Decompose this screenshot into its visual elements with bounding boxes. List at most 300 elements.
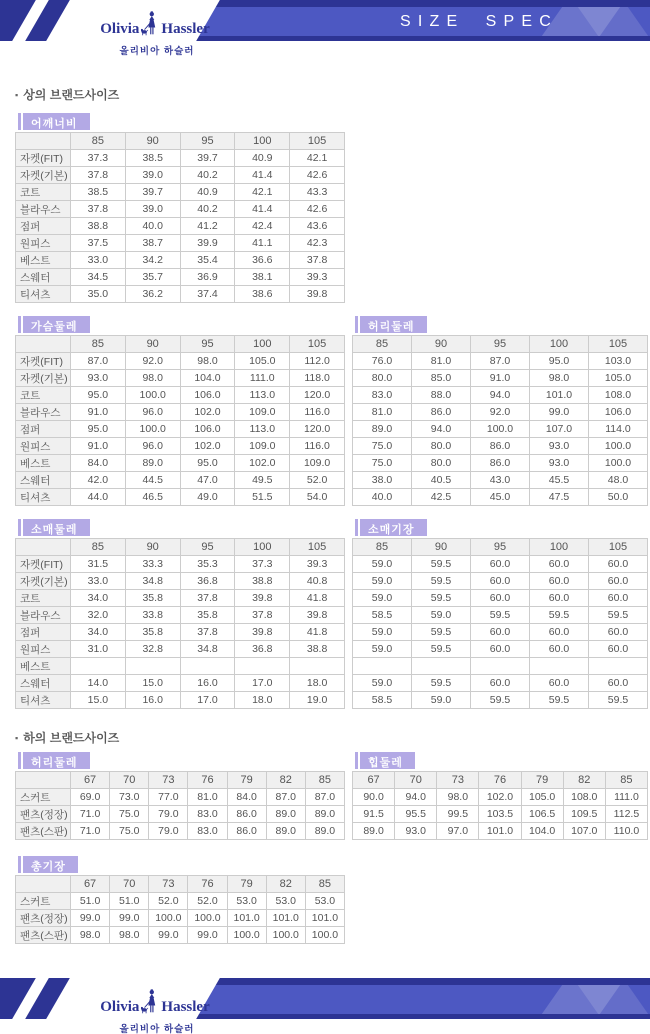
table-row [16,269,345,286]
value-cell: 102.0 [180,404,235,421]
hip-table-block [352,752,648,840]
value-cell: 91.0 [71,404,126,421]
value-cell: 59.0 [353,573,412,590]
value-cell: 60.0 [589,675,648,692]
value-cell: 18.0 [235,692,290,709]
value-cell: 52.0 [149,893,188,910]
value-cell: 101.0 [227,910,266,927]
size-spec-title: SIZE SPEC [400,13,558,30]
value-cell: 42.6 [290,201,345,218]
badge-label: 어깨너비 [23,113,90,130]
corner-cell [16,133,71,150]
value-cell: 38.5 [71,184,126,201]
table-row [16,421,345,438]
row-label-cell: 블라우스 [16,201,71,218]
row-label-cell: 점퍼 [16,421,71,438]
value-cell: 71.0 [71,823,110,840]
value-cell [125,658,180,675]
footer [0,978,650,1034]
sleeve-row [15,519,635,709]
value-cell: 101.0 [305,910,344,927]
value-cell: 105.0 [521,789,563,806]
size-header-row [16,133,345,150]
size-header-cell: 105 [290,336,345,353]
value-cell: 17.0 [180,692,235,709]
row-label-cell: 스웨터 [16,472,71,489]
value-cell: 98.0 [110,927,149,944]
table-row [16,167,345,184]
sleeve-girth-table [15,538,345,709]
waist-bottom-table-block [15,752,345,840]
value-cell: 89.0 [266,823,305,840]
value-cell: 37.8 [71,167,126,184]
value-cell: 101.0 [479,823,521,840]
value-cell: 59.5 [412,573,471,590]
table-row [16,910,345,927]
value-cell: 32.0 [71,607,126,624]
value-cell: 39.7 [180,150,235,167]
table-row [353,438,648,455]
value-cell: 110.0 [605,823,647,840]
value-cell [412,658,471,675]
row-label-cell: 점퍼 [16,624,71,641]
table-row [353,675,648,692]
content [0,56,650,944]
chest-girth-table [15,335,345,506]
row-label-cell: 블라우스 [16,404,71,421]
brand-logo [76,987,234,1015]
value-cell: 80.0 [353,370,412,387]
value-cell: 15.0 [125,675,180,692]
table-row [353,404,648,421]
value-cell: 34.8 [180,641,235,658]
row-label-cell: 원피스 [16,438,71,455]
shoulder-width-table [15,132,345,303]
value-cell: 37.8 [290,252,345,269]
value-cell: 76.0 [353,353,412,370]
row-label-cell: 코트 [16,590,71,607]
value-cell: 39.8 [290,607,345,624]
row-label-cell: 티셔츠 [16,692,71,709]
value-cell: 58.5 [353,607,412,624]
waist-girth-table [352,335,648,506]
badge-accent [355,519,358,536]
size-header-cell: 79 [227,876,266,893]
value-cell: 97.0 [437,823,479,840]
row-label-cell: 자켓(기본) [16,167,71,184]
table-row [16,590,345,607]
value-cell: 90.0 [353,789,395,806]
row-label-cell: 자켓(FIT) [16,556,71,573]
table-row [16,927,345,944]
value-cell: 59.5 [412,624,471,641]
badge-accent [355,316,358,333]
size-header-row [353,772,648,789]
value-cell: 93.0 [395,823,437,840]
row-label-cell: 팬츠(정장) [16,910,71,927]
value-cell: 120.0 [290,421,345,438]
value-cell: 40.5 [412,472,471,489]
total-length-table-block [15,856,345,944]
value-cell: 75.0 [353,438,412,455]
value-cell: 18.0 [290,675,345,692]
row-label-cell: 코트 [16,184,71,201]
row-label-cell: 베스트 [16,252,71,269]
value-cell: 86.0 [227,823,266,840]
value-cell: 37.5 [71,235,126,252]
value-cell: 95.0 [180,455,235,472]
value-cell: 42.1 [235,184,290,201]
value-cell: 38.7 [125,235,180,252]
value-cell: 106.5 [521,806,563,823]
value-cell: 35.0 [71,286,126,303]
hip-girth-table-container [352,771,648,840]
value-cell: 47.0 [180,472,235,489]
value-cell: 100.0 [227,927,266,944]
value-cell: 38.6 [235,286,290,303]
value-cell: 100.0 [125,387,180,404]
brand-name-first: Olivia [100,20,140,37]
value-cell: 38.1 [235,269,290,286]
badge-accent [18,113,21,130]
section-title-top [15,86,635,103]
size-header-row [16,876,345,893]
value-cell: 39.9 [180,235,235,252]
value-cell: 35.8 [180,607,235,624]
value-cell: 49.5 [235,472,290,489]
value-cell: 45.0 [471,489,530,506]
badge-label: 소매둘레 [23,519,90,536]
value-cell: 59.5 [589,607,648,624]
value-cell: 33.8 [125,607,180,624]
value-cell: 35.7 [125,269,180,286]
table-row [353,455,648,472]
value-cell: 38.0 [353,472,412,489]
table-row [353,556,648,573]
table-row [353,789,648,806]
value-cell: 36.8 [180,573,235,590]
value-cell: 81.0 [412,353,471,370]
table-badge [18,316,345,333]
table-row [353,590,648,607]
value-cell: 49.0 [180,489,235,506]
value-cell: 41.4 [235,201,290,218]
value-cell [471,658,530,675]
value-cell: 99.5 [437,806,479,823]
size-header-cell: 90 [125,539,180,556]
value-cell: 98.0 [180,353,235,370]
value-cell: 93.0 [71,370,126,387]
size-header-cell: 105 [290,539,345,556]
size-header-cell: 100 [235,539,290,556]
value-cell: 59.0 [353,556,412,573]
value-cell: 89.0 [305,806,344,823]
size-header-cell: 90 [125,133,180,150]
value-cell: 43.3 [290,184,345,201]
corner-cell [16,336,71,353]
value-cell: 37.8 [71,201,126,218]
size-header-cell: 82 [266,772,305,789]
value-cell: 15.0 [71,692,126,709]
size-header-cell: 90 [412,336,471,353]
badge-accent [18,856,21,873]
table-row [16,573,345,590]
table-row [16,150,345,167]
value-cell: 99.0 [110,910,149,927]
section-title-text: 하의 브랜드사이즈 [23,731,120,745]
value-cell: 95.0 [71,387,126,404]
row-label-cell: 티셔츠 [16,489,71,506]
value-cell [235,658,290,675]
value-cell: 116.0 [290,438,345,455]
table-badge [355,316,648,333]
value-cell: 60.0 [471,590,530,607]
value-cell: 45.5 [530,472,589,489]
value-cell: 60.0 [471,573,530,590]
value-cell: 100.0 [266,927,305,944]
value-cell: 92.0 [471,404,530,421]
brand-name-last: Hassler [161,998,210,1015]
value-cell: 51.0 [71,893,110,910]
size-header-cell: 105 [290,133,345,150]
sleeve-girth-table-container [15,538,345,709]
value-cell: 40.9 [180,184,235,201]
table-row [16,607,345,624]
row-label-cell: 팬츠(정장) [16,806,71,823]
value-cell: 35.3 [180,556,235,573]
value-cell: 75.0 [110,806,149,823]
value-cell: 60.0 [530,590,589,607]
size-header-cell: 76 [479,772,521,789]
table-row [16,658,345,675]
value-cell: 89.0 [353,823,395,840]
size-header-cell: 82 [266,876,305,893]
row-label-cell: 스커트 [16,789,71,806]
value-cell [353,658,412,675]
value-cell: 42.6 [290,167,345,184]
value-cell: 60.0 [530,556,589,573]
value-cell: 107.0 [563,823,605,840]
value-cell: 35.8 [125,624,180,641]
row-label-cell: 자켓(FIT) [16,353,71,370]
value-cell: 93.0 [530,455,589,472]
corner-cell [16,539,71,556]
value-cell: 34.2 [125,252,180,269]
size-header-cell: 105 [589,336,648,353]
value-cell: 60.0 [530,675,589,692]
value-cell: 34.0 [71,624,126,641]
badge-label: 소매기장 [360,519,427,536]
size-header-cell: 70 [110,772,149,789]
value-cell: 112.0 [290,353,345,370]
value-cell: 35.4 [180,252,235,269]
size-header-cell: 95 [471,539,530,556]
value-cell: 39.8 [235,624,290,641]
size-header-cell: 85 [71,133,126,150]
table-row [16,455,345,472]
value-cell: 98.0 [125,370,180,387]
value-cell: 40.0 [353,489,412,506]
value-cell: 89.0 [305,823,344,840]
value-cell: 99.0 [530,404,589,421]
value-cell: 100.0 [589,455,648,472]
size-header-cell: 73 [437,772,479,789]
hip-girth-table [352,771,648,840]
size-header-cell: 70 [110,876,149,893]
value-cell: 31.0 [71,641,126,658]
size-header-cell: 85 [353,539,412,556]
badge-label: 가슴둘레 [23,316,90,333]
value-cell: 16.0 [180,675,235,692]
value-cell: 113.0 [235,387,290,404]
size-header-cell: 90 [412,539,471,556]
table-badge [18,752,345,769]
size-header-cell: 85 [353,336,412,353]
value-cell: 37.3 [71,150,126,167]
size-header-cell: 90 [125,336,180,353]
value-cell: 95.0 [71,421,126,438]
table-row [16,789,345,806]
value-cell: 38.8 [290,641,345,658]
badge-accent [18,752,21,769]
value-cell: 36.6 [235,252,290,269]
value-cell: 37.3 [235,556,290,573]
value-cell: 95.0 [530,353,589,370]
table-badge [355,519,648,536]
table-row [353,353,648,370]
woman-with-dog-icon [141,988,159,1015]
value-cell: 42.4 [235,218,290,235]
value-cell: 54.0 [290,489,345,506]
waist-bottom-table-container [15,771,345,840]
table-row [16,806,345,823]
value-cell: 60.0 [530,624,589,641]
value-cell: 89.0 [266,806,305,823]
value-cell: 59.0 [353,590,412,607]
value-cell: 59.5 [471,692,530,709]
table-row [353,641,648,658]
value-cell: 38.5 [125,150,180,167]
value-cell: 36.8 [235,641,290,658]
value-cell: 106.0 [180,387,235,404]
brand-name-first: Olivia [100,998,140,1015]
table-row [16,286,345,303]
value-cell: 94.0 [412,421,471,438]
value-cell: 59.0 [412,692,471,709]
value-cell: 101.0 [530,387,589,404]
row-label-cell: 티셔츠 [16,286,71,303]
table-row [16,370,345,387]
value-cell: 41.8 [290,624,345,641]
value-cell: 118.0 [290,370,345,387]
value-cell: 87.0 [71,353,126,370]
value-cell: 59.0 [353,675,412,692]
value-cell: 52.0 [290,472,345,489]
value-cell: 40.2 [180,167,235,184]
table-row [16,675,345,692]
size-header-row [16,772,345,789]
value-cell: 100.0 [149,910,188,927]
value-cell: 36.2 [125,286,180,303]
value-cell: 51.5 [235,489,290,506]
size-header-cell: 73 [149,772,188,789]
value-cell: 52.0 [188,893,227,910]
value-cell: 99.0 [71,910,110,927]
table-row [16,893,345,910]
row-label-cell: 원피스 [16,641,71,658]
total-length-table [15,875,345,944]
value-cell: 116.0 [290,404,345,421]
value-cell: 114.0 [589,421,648,438]
badge-label: 허리둘레 [23,752,90,769]
size-header-cell: 95 [180,133,235,150]
size-header-cell: 79 [521,772,563,789]
value-cell: 48.0 [589,472,648,489]
value-cell: 86.0 [471,455,530,472]
size-header-cell: 67 [71,876,110,893]
value-cell: 40.8 [290,573,345,590]
size-header-row [16,539,345,556]
value-cell: 98.0 [437,789,479,806]
row-label-cell: 원피스 [16,235,71,252]
value-cell: 42.3 [290,235,345,252]
value-cell: 111.0 [605,789,647,806]
table-row [353,624,648,641]
table-row [16,387,345,404]
value-cell: 59.5 [412,641,471,658]
row-label-cell: 점퍼 [16,218,71,235]
value-cell: 33.0 [71,252,126,269]
value-cell: 60.0 [471,641,530,658]
value-cell: 96.0 [125,438,180,455]
value-cell: 39.8 [235,590,290,607]
size-header-cell: 79 [227,772,266,789]
value-cell: 94.0 [395,789,437,806]
waist-hip-row [15,752,640,840]
value-cell: 39.3 [290,556,345,573]
brand-name-korean: 올리비아 하슬러 [119,1024,195,1034]
value-cell: 100.0 [471,421,530,438]
value-cell: 44.5 [125,472,180,489]
table-badge [18,519,345,536]
size-header-cell: 100 [530,336,589,353]
value-cell: 53.0 [227,893,266,910]
value-cell: 83.0 [188,806,227,823]
value-cell: 103.5 [479,806,521,823]
value-cell: 37.8 [235,607,290,624]
value-cell: 99.0 [188,927,227,944]
value-cell: 77.0 [149,789,188,806]
size-header-cell: 73 [149,876,188,893]
badge-label: 허리둘레 [360,316,427,333]
table-row [353,573,648,590]
row-label-cell: 팬츠(스판) [16,927,71,944]
table-row [353,489,648,506]
value-cell: 59.0 [353,641,412,658]
size-header-row [16,336,345,353]
sleeve-girth-table-block [15,519,345,709]
shoulder-table-block [15,113,345,303]
table-row [16,184,345,201]
woman-with-dog-icon [141,10,159,37]
chest-waist-row [15,316,635,506]
value-cell: 111.0 [235,370,290,387]
value-cell: 31.5 [71,556,126,573]
size-header-cell: 100 [235,133,290,150]
row-label-cell: 스웨터 [16,269,71,286]
table-row [16,472,345,489]
value-cell: 33.0 [71,573,126,590]
